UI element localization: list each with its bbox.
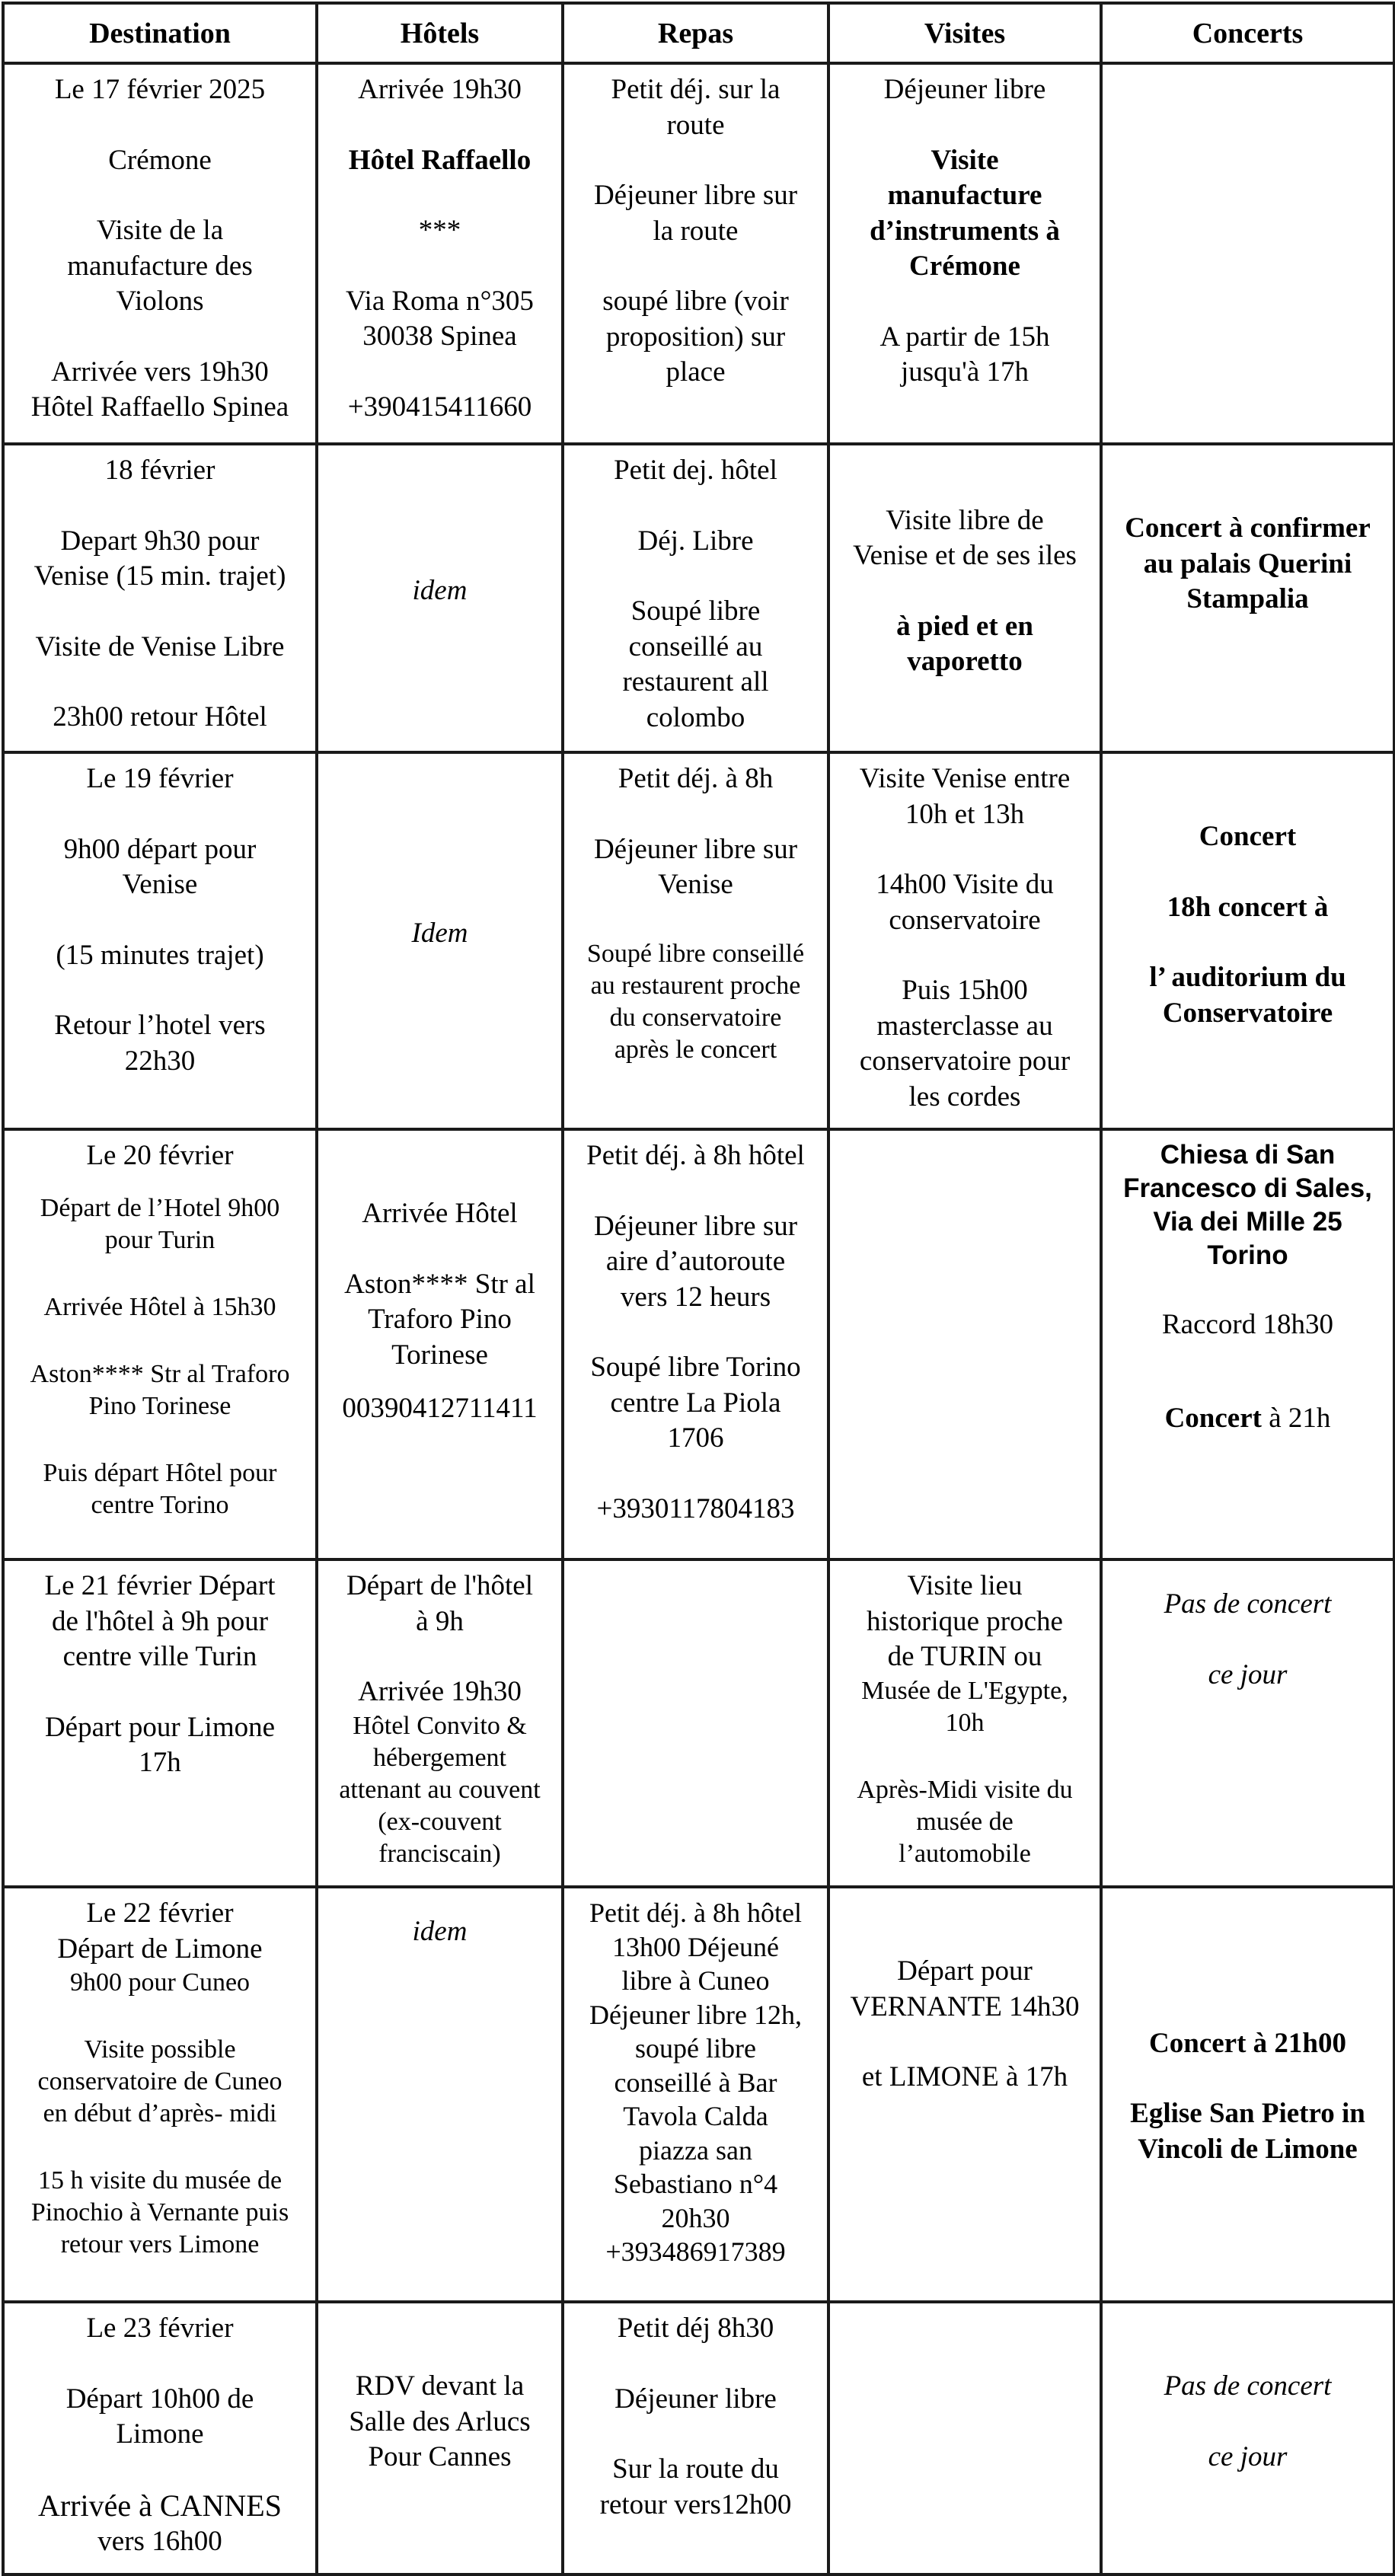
repas-cell	[563, 1887, 828, 2302]
visites-limone: et LIMONE à 17h	[861, 2061, 1068, 2092]
destination-cell	[3, 63, 317, 444]
hotel-name: Hôtel Convito & hébergement attenant au couvent (ex-couvent franciscain)	[339, 1711, 541, 1868]
visites-historic: Visite lieu historique proche de TURIN ou	[867, 1570, 1063, 1672]
destination-departure: Depart 9h30 pour Venise (15 min. trajet)	[34, 525, 286, 592]
destination-date: Le 19 février	[86, 763, 234, 794]
repas-dinner: Soupé libre conseillé au restaurent all colombo	[622, 595, 769, 733]
hotel-name: Hôtel Raffaello	[348, 144, 532, 176]
repas-lunch: Déjeuner libre sur Venise	[593, 833, 798, 900]
destination-activity: Visite de Venise Libre	[35, 630, 285, 662]
header-repas: Repas	[563, 3, 828, 63]
visites-cell	[828, 2302, 1101, 2574]
hotel-name: Aston**** Str al Traforo Pino Torinese	[344, 1268, 535, 1371]
hotel-cell	[317, 63, 563, 444]
hotel-meeting: RDV devant la Salle des Arlucs Pour Cannes	[349, 2370, 531, 2472]
repas-lunch: Déjeuner libre sur aire d’autoroute vers 12 heurs	[593, 1210, 798, 1313]
hotel-cell	[317, 1559, 563, 1887]
visites-note: Déjeuner libre	[883, 74, 1046, 105]
visites-museum: Musée de L'Egypte, 10h	[861, 1676, 1068, 1737]
repas-breakfast: Petit déj 8h30	[617, 2313, 774, 2344]
hotel-cell	[317, 444, 563, 752]
visites-cell	[828, 444, 1101, 752]
destination-date: 18 février	[104, 455, 215, 486]
header-row	[3, 3, 1394, 63]
repas-cell	[563, 63, 828, 444]
repas-dinner: Soupé libre Torino centre La Piola 1706	[590, 1352, 801, 1454]
destination-limone: Départ pour Limone 17h	[44, 1711, 276, 1778]
table-row	[3, 63, 1394, 444]
table-row	[3, 752, 1394, 1129]
visites-cell	[828, 1887, 1101, 2302]
destination-departure: Départ 10h00 de Limone	[65, 2383, 254, 2450]
visites-cell	[828, 1559, 1101, 1887]
concert-time: 18h concert à	[1167, 891, 1329, 923]
destination-cell	[3, 2302, 317, 2574]
header-visites: Visites	[828, 3, 1101, 63]
repas-breakfast: Petit dej. hôtel	[614, 455, 777, 486]
repas-route: Sur la route du retour vers12h00	[599, 2453, 792, 2520]
destination-duration: (15 minutes trajet)	[56, 939, 264, 971]
visites-mode: à pied et en vaporetto	[896, 610, 1033, 677]
visites-conservatoire: 14h00 Visite du conservatoire	[876, 869, 1054, 936]
itinerary-table	[2, 2, 1395, 2576]
table-row	[3, 1129, 1394, 1559]
destination-date: Le 23 février	[86, 2313, 234, 2344]
table-row	[3, 1559, 1394, 1887]
destination-departure: 9h00 départ pour Venise	[63, 833, 257, 900]
hotel-address: Via Roma n°305 30038 Spinea	[346, 285, 534, 352]
concert-title: Concert	[1199, 821, 1297, 852]
concert-none-day: ce jour	[1208, 2440, 1288, 2472]
destination-departure: 9h00 pour Cuneo	[69, 1968, 251, 1997]
table-row	[3, 1887, 1394, 2302]
repas-breakfast: Petit déj. à 8h	[618, 763, 774, 794]
concert-time	[1112, 1401, 1384, 1437]
repas-dinner: Soupé libre conseillé au restaurent proche du conservatoire après le concert	[586, 939, 805, 1064]
destination-place: Crémone	[108, 144, 212, 176]
destination-cell	[3, 1887, 317, 2302]
header-concerts: Concerts	[1101, 3, 1394, 63]
repas-lunch: Déjeuner libre sur la route	[593, 180, 798, 247]
concerts-cell	[1101, 1887, 1394, 2302]
destination-departure: Départ de l’Hotel 9h00 pour Turin	[40, 1193, 280, 1254]
visites-cell	[828, 63, 1101, 444]
table-row	[3, 444, 1394, 752]
concert-venue: l’ auditorium du Conservatoire	[1149, 962, 1346, 1029]
destination-date: Le 17 février 2025	[54, 74, 266, 105]
destination-arrival: Arrivée Hôtel à 15h30	[43, 1292, 276, 1321]
hotel-cell	[317, 2302, 563, 2574]
concert-hour: à 21h	[1261, 1402, 1331, 1434]
destination-return: Retour l’hotel vers 22h30	[54, 1010, 266, 1077]
concert-label: Concert	[1164, 1402, 1262, 1434]
hotel-cell	[317, 752, 563, 1129]
destination-arrival-time: vers 16h00	[97, 2525, 222, 2557]
repas-lunch: Déjeuner libre	[615, 2383, 777, 2415]
concerts-cell	[1101, 1129, 1394, 1559]
concert-venue: Chiesa di San Francesco di Sales, Via dei Mille 25 Torino	[1123, 1140, 1372, 1270]
concert-rehearsal: Raccord 18h30	[1161, 1309, 1334, 1340]
concerts-cell	[1101, 1559, 1394, 1887]
repas-breakfast: Petit déj. à 8h hôtel	[586, 1140, 805, 1171]
concerts-cell	[1101, 752, 1394, 1129]
destination-cell	[3, 1129, 317, 1559]
concert-title: Concert à confirmer au palais Querini Stampalia	[1125, 512, 1371, 614]
visites-title: Visite manufacture d’instruments à Crémone	[870, 144, 1060, 282]
visites-cell	[828, 1129, 1101, 1559]
hotel-cell	[317, 1129, 563, 1559]
repas-cell	[563, 2302, 828, 2574]
repas-cell	[563, 1129, 828, 1559]
destination-arrival: Arrivée à CANNES	[38, 2488, 282, 2523]
repas-cell	[563, 752, 828, 1129]
hotel-stars: ***	[418, 215, 461, 246]
destination-activity: Visite de la manufacture des Violons	[67, 215, 253, 317]
hotel-idem: Idem	[411, 918, 468, 950]
destination-date: Le 22 février Départ de Limone	[57, 1898, 263, 1965]
hotel-arrival: Arrivée Hôtel	[362, 1198, 518, 1229]
concert-time: Concert à 21h00	[1149, 2027, 1346, 2059]
header-hotels: Hôtels	[317, 3, 563, 63]
destination-evening: Puis départ Hôtel pour centre Torino	[43, 1458, 277, 1519]
hotel-phone: 00390412711411	[342, 1393, 538, 1424]
hotel-phone: +390415411660	[347, 391, 532, 423]
concerts-cell	[1101, 444, 1394, 752]
visites-time: A partir de 15h jusqu'à 17h	[879, 321, 1050, 388]
destination-return: 23h00 retour Hôtel	[53, 701, 267, 733]
hotel-arrival: Arrivée 19h30	[358, 74, 522, 105]
concerts-cell	[1101, 63, 1394, 444]
destination-cell	[3, 444, 317, 752]
destination-visit: Visite possible conservatoire de Cuneo en début d’après- midi	[37, 2035, 283, 2128]
concert-none: Pas de concert	[1164, 1588, 1332, 1620]
repas-lunch: Déj. Libre	[637, 525, 754, 557]
hotel-arrival: Arrivée 19h30	[358, 1676, 522, 1707]
hotel-departure: Départ de l'hôtel à 9h	[346, 1570, 534, 1637]
repas-breakfast: Petit déj. sur la route	[611, 74, 780, 141]
table-row	[3, 2302, 1394, 2574]
destination-departure: Le 21 février Départ de l'hôtel à 9h pour centre ville Turin	[44, 1570, 276, 1672]
hotel-idem: idem	[412, 1916, 468, 1947]
destination-date: Le 20 février	[86, 1140, 234, 1171]
destination-cell	[3, 1559, 317, 1887]
visites-afternoon: Après-Midi visite du musée de l’automobile	[857, 1775, 1073, 1868]
repas-phone: +3930117804183	[596, 1492, 795, 1524]
repas-cell	[563, 444, 828, 752]
concert-venue: Eglise San Pietro in Vincoli de Limone	[1130, 2098, 1365, 2165]
concerts-cell	[1101, 2302, 1394, 2574]
hotel-idem: idem	[412, 575, 468, 607]
destination-hotel: Aston**** Str al Traforo Pino Torinese	[30, 1359, 290, 1420]
destination-cell	[3, 752, 317, 1129]
visites-morning: Visite Venise entre 10h et 13h	[859, 763, 1071, 830]
destination-arrival: Arrivée vers 19h30 Hôtel Raffaello Spinea	[30, 356, 289, 423]
repas-cell	[563, 1559, 828, 1887]
concert-none-day: ce jour	[1208, 1658, 1288, 1690]
visites-vernante: Départ pour VERNANTE 14h30	[850, 1955, 1080, 2022]
visites-cell	[828, 752, 1101, 1129]
visites-note: Visite libre de Venise et de ses iles	[853, 504, 1077, 571]
visites-masterclass: Puis 15h00 masterclasse au conservatoire pour les cordes	[859, 975, 1071, 1112]
destination-museum: 15 h visite du musée de Pinochio à Vernante puis retour vers Limone	[30, 2166, 289, 2258]
hotel-cell	[317, 1887, 563, 2302]
concert-none: Pas de concert	[1164, 2370, 1332, 2402]
header-destination: Destination	[3, 3, 317, 63]
repas-dinner: soupé libre (voir proposition) sur place	[602, 286, 789, 388]
repas-details: Petit déj. à 8h hôtel 13h00 Déjeuné libre à Cuneo Déjeuner libre 12h, soupé libre conseillé à Bar Tavola Calda piazza san Sebastiano n°4 20h30 +393486917389	[589, 1898, 802, 2267]
